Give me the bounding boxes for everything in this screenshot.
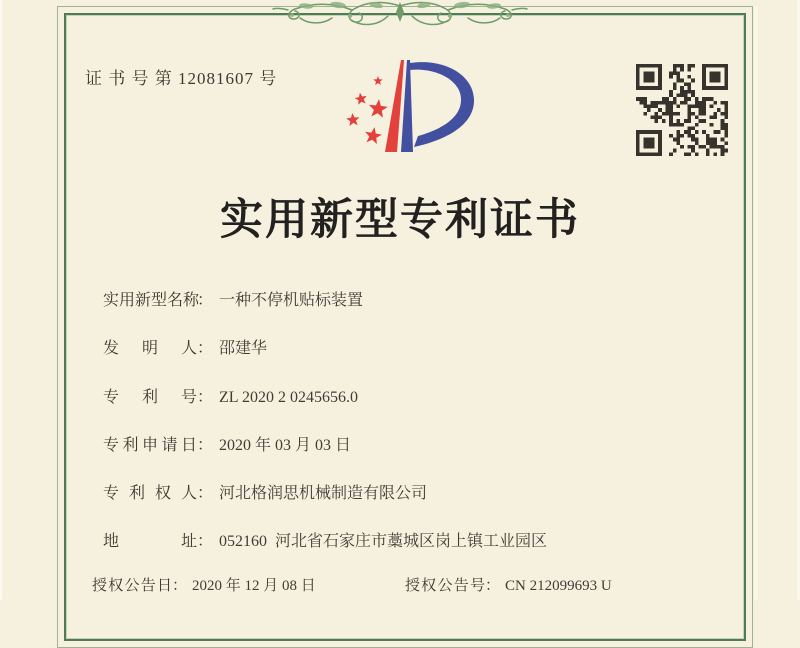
field-value: 邵建华 (219, 340, 268, 357)
field-value: 2020 年 03 月 03 日 (219, 437, 352, 454)
field-colon: ： (197, 389, 214, 406)
field-label: 实用新型名称 (103, 292, 200, 309)
field-colon: ： (485, 578, 501, 594)
field-colon: ： (197, 340, 214, 357)
field-value: ZL 2020 2 0245656.0 (219, 389, 358, 406)
field-label: 地址 (103, 533, 197, 550)
field-colon: ： (197, 437, 214, 454)
floral-ornament-icon (272, 0, 528, 30)
field-label: 授权公告号 (405, 578, 485, 594)
field-colon: ： (197, 533, 214, 550)
field-row-address (103, 528, 547, 551)
field-value: CN 212099693 U (505, 578, 612, 594)
logo-blue-bowl (409, 62, 474, 147)
field-label: 发明人 (103, 340, 197, 357)
field-value: 一种不停机贴标装置 (219, 292, 364, 309)
field-value: 052160 河北省石家庄市藁城区岗上镇工业园区 (219, 533, 548, 550)
field-label: 专利申请日 (103, 437, 197, 454)
logo-red-wedge (385, 60, 404, 152)
qr-code (636, 64, 728, 156)
page-edge-left (0, 0, 2, 600)
certificate-number: 证 书 号 第 12081607 号 (85, 69, 278, 88)
field-colon: ： (197, 485, 214, 502)
field-label: 专利号 (103, 389, 197, 406)
field-row-inventor (103, 335, 267, 358)
field-row-invention-name (103, 287, 363, 310)
field-row-patentee (103, 480, 427, 503)
field-colon: ： (197, 292, 214, 309)
field-value: 2020 年 12 月 08 日 (192, 578, 316, 594)
field-label: 专利权人 (103, 485, 197, 502)
field-colon: ： (172, 578, 188, 594)
certificate-title: 实用新型专利证书 (220, 197, 580, 244)
page-margin-strip (754, 6, 758, 600)
field-row-filing-date (103, 432, 351, 455)
field-row-patent-number (103, 384, 358, 407)
field-row-grant-date (92, 574, 316, 595)
field-row-grant-number (405, 574, 612, 595)
logo-stars (346, 76, 388, 144)
field-value: 河北格润思机械制造有限公司 (219, 485, 428, 502)
field-label: 授权公告日 (92, 578, 172, 594)
cnipa-logo-icon (340, 57, 476, 155)
